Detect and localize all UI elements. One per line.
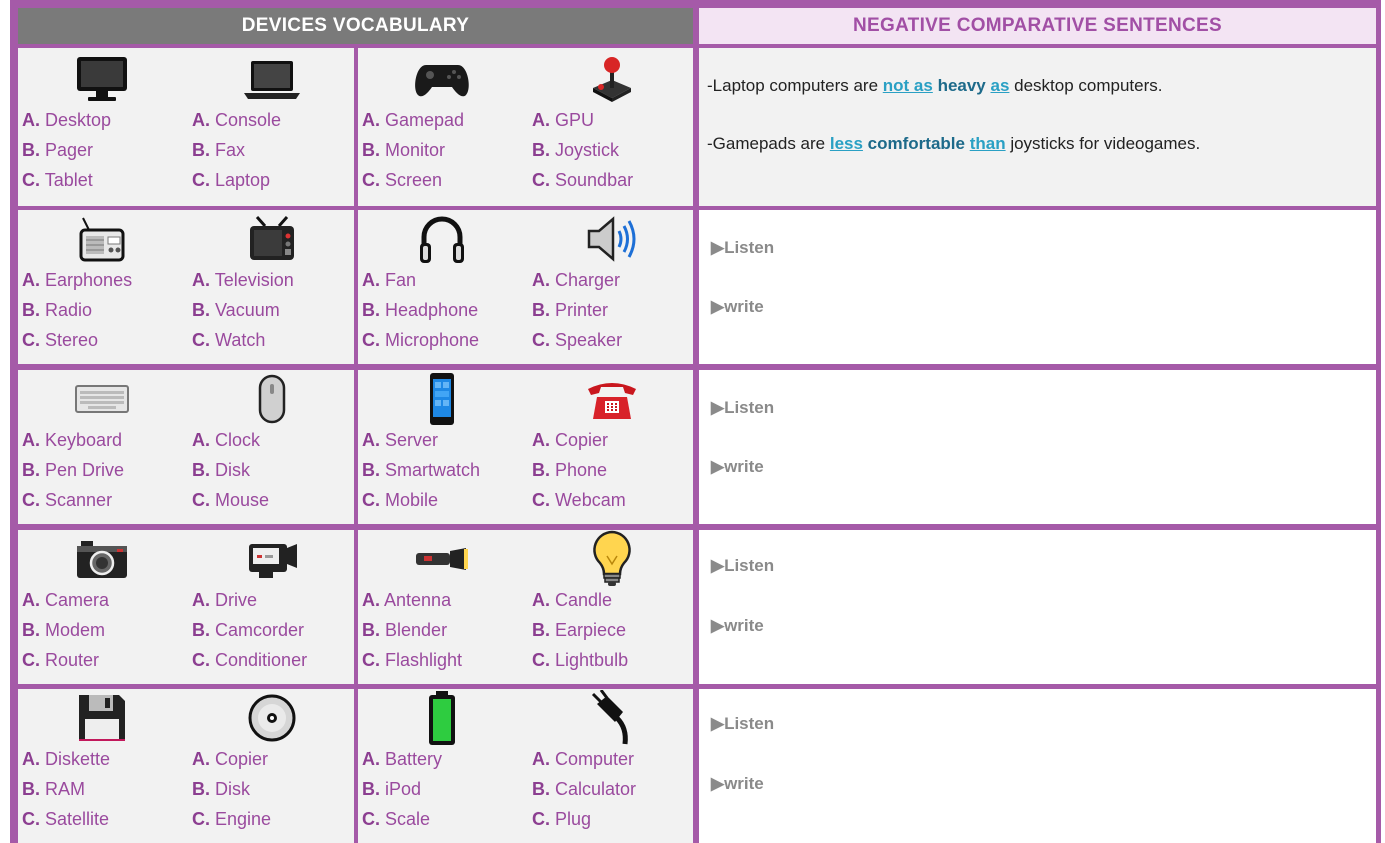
device-item — [22, 48, 192, 193]
option-b[interactable]: B. Modem — [22, 620, 106, 640]
option-c[interactable]: C. Watch — [192, 330, 266, 350]
example-sentence-2: -Gamepads are less comfortable than joysticks for videogames. — [707, 134, 1201, 153]
option-c[interactable]: C. Speaker — [532, 330, 623, 350]
device-item — [532, 48, 702, 193]
device-item — [532, 208, 702, 353]
option-c[interactable]: C. Laptop — [192, 170, 271, 190]
device-item — [192, 208, 362, 353]
option-b[interactable]: B. Smartwatch — [362, 460, 481, 480]
device-item — [532, 368, 702, 513]
flashlight-icon — [410, 534, 474, 584]
listen-button[interactable]: ▶Listen — [711, 556, 775, 575]
option-b[interactable]: B. Vacuum — [192, 300, 280, 320]
option-b[interactable]: B. Camcorder — [192, 620, 305, 640]
option-c[interactable]: C. Router — [22, 650, 100, 670]
option-a[interactable]: A. Diskette — [22, 749, 111, 769]
option-a[interactable]: A. Fan — [362, 270, 417, 290]
device-item — [532, 687, 702, 832]
device-item — [362, 528, 532, 673]
option-b[interactable]: B. Monitor — [362, 140, 446, 160]
camera-icon — [70, 534, 134, 584]
option-a[interactable]: A. Gamepad — [362, 110, 465, 130]
option-c[interactable]: C. Mouse — [192, 490, 270, 510]
option-a[interactable]: A. Drive — [192, 590, 258, 610]
option-c[interactable]: C. Mobile — [362, 490, 439, 510]
device-item — [22, 528, 192, 673]
disc-icon — [240, 693, 304, 743]
listen-button[interactable]: ▶Listen — [711, 714, 775, 733]
worksheet-table — [10, 0, 1381, 843]
option-b[interactable]: B. Pen Drive — [22, 460, 125, 480]
option-b[interactable]: B. Blender — [362, 620, 448, 640]
option-c[interactable]: C. Stereo — [22, 330, 99, 350]
header-negative-comparative: NEGATIVE COMPARATIVE SENTENCES — [699, 8, 1376, 44]
option-b[interactable]: B. Printer — [532, 300, 609, 320]
answer-cell-row5 — [699, 689, 1376, 843]
device-item — [362, 368, 532, 513]
option-c[interactable]: C. Scale — [362, 809, 431, 829]
option-a[interactable]: A. Charger — [532, 270, 621, 290]
joystick-icon — [580, 54, 644, 104]
header-devices-vocabulary: DEVICES VOCABULARY — [18, 8, 693, 44]
option-c[interactable]: C. Lightbulb — [532, 650, 629, 670]
option-a[interactable]: A. Computer — [532, 749, 635, 769]
answer-cell-row4 — [699, 530, 1376, 684]
mouse-icon — [240, 374, 304, 424]
option-c[interactable]: C. Conditioner — [192, 650, 308, 670]
vocab-cell-r4-left — [18, 530, 354, 684]
option-c[interactable]: C. Microphone — [362, 330, 480, 350]
vocab-cell-r5-left — [18, 689, 354, 843]
vocab-cell-r2-left — [18, 210, 354, 364]
option-b[interactable]: B. Joystick — [532, 140, 620, 160]
device-item — [192, 528, 362, 673]
option-a[interactable]: A. Server — [362, 430, 439, 450]
option-c[interactable]: C. Screen — [362, 170, 443, 190]
laptop-icon — [240, 54, 304, 104]
telephone-icon — [580, 374, 644, 424]
battery-icon — [410, 693, 474, 743]
vocab-cell-r3-right — [358, 370, 693, 524]
power-plug-icon — [580, 693, 644, 743]
device-item — [22, 368, 192, 513]
example-sentences-cell — [699, 48, 1376, 206]
vocab-cell-r1-left — [18, 48, 354, 206]
lightbulb-icon — [580, 534, 644, 584]
television-icon — [240, 214, 304, 264]
speaker-icon — [580, 214, 644, 264]
option-b[interactable]: B. Radio — [22, 300, 93, 320]
option-c[interactable]: C. Satellite — [22, 809, 110, 829]
option-a[interactable]: A. Earphones — [22, 270, 133, 290]
option-a[interactable]: A. Copier — [532, 430, 609, 450]
gamepad-icon — [410, 54, 474, 104]
option-c[interactable]: C. Tablet — [22, 170, 93, 190]
device-item — [362, 208, 532, 353]
camcorder-icon — [240, 534, 304, 584]
option-b[interactable]: B. Disk — [192, 460, 251, 480]
option-a[interactable]: A. Clock — [192, 430, 261, 450]
vocab-cell-r5-right — [358, 689, 693, 843]
device-item — [532, 528, 702, 673]
option-b[interactable]: B. RAM — [22, 779, 86, 799]
vocab-cell-r1-right — [358, 48, 693, 206]
write-prompt[interactable]: ▶write — [711, 774, 764, 793]
option-a[interactable]: A. Candle — [532, 590, 613, 610]
option-a[interactable]: A. Television — [192, 270, 294, 290]
example-sentence-1: -Laptop computers are not as heavy as desktop computers. — [707, 76, 1163, 95]
option-a[interactable]: A. Copier — [192, 749, 269, 769]
device-item — [362, 687, 532, 832]
vocab-cell-r4-right — [358, 530, 693, 684]
device-item — [22, 687, 192, 832]
write-prompt[interactable]: ▶write — [711, 297, 764, 316]
diskette-icon — [70, 693, 134, 743]
option-b[interactable]: B. Disk — [192, 779, 251, 799]
option-b[interactable]: B. iPod — [362, 779, 422, 799]
option-a[interactable]: A. Antenna — [362, 590, 452, 610]
option-c[interactable]: C. Scanner — [22, 490, 113, 510]
option-b[interactable]: B. Calculator — [532, 779, 637, 799]
option-a[interactable]: A. Battery — [362, 749, 443, 769]
keyboard-icon — [70, 374, 134, 424]
option-c[interactable]: C. Plug — [532, 809, 592, 829]
option-a[interactable]: A. Console — [192, 110, 282, 130]
vocab-cell-r3-left — [18, 370, 354, 524]
answer-cell-row2 — [699, 210, 1376, 364]
option-b[interactable]: B. Earpiece — [532, 620, 627, 640]
vocab-cell-r2-right — [358, 210, 693, 364]
listen-button[interactable]: ▶Listen — [711, 238, 775, 257]
write-prompt[interactable]: ▶write — [711, 457, 764, 476]
option-b[interactable]: B. Fax — [192, 140, 246, 160]
device-item — [192, 687, 362, 832]
option-b[interactable]: B. Pager — [22, 140, 94, 160]
option-a[interactable]: A. Desktop — [22, 110, 112, 130]
option-c[interactable]: C. Engine — [192, 809, 272, 829]
device-item — [192, 48, 362, 193]
device-item — [192, 368, 362, 513]
option-c[interactable]: C. Webcam — [532, 490, 626, 510]
option-a[interactable]: A. GPU — [532, 110, 595, 130]
headphones-icon — [410, 214, 474, 264]
device-item — [362, 48, 532, 193]
option-c[interactable]: C. Soundbar — [532, 170, 634, 190]
answer-cell-row3 — [699, 370, 1376, 524]
option-a[interactable]: A. Keyboard — [22, 430, 123, 450]
option-c[interactable]: C. Flashlight — [362, 650, 463, 670]
option-b[interactable]: B. Headphone — [362, 300, 479, 320]
radio-icon — [70, 214, 134, 264]
desktop-monitor-icon — [70, 54, 134, 104]
mobile-phone-icon — [410, 374, 474, 424]
option-b[interactable]: B. Phone — [532, 460, 608, 480]
option-a[interactable]: A. Camera — [22, 590, 110, 610]
listen-button[interactable]: ▶Listen — [711, 398, 775, 417]
device-item — [22, 208, 192, 353]
write-prompt[interactable]: ▶write — [711, 616, 764, 635]
